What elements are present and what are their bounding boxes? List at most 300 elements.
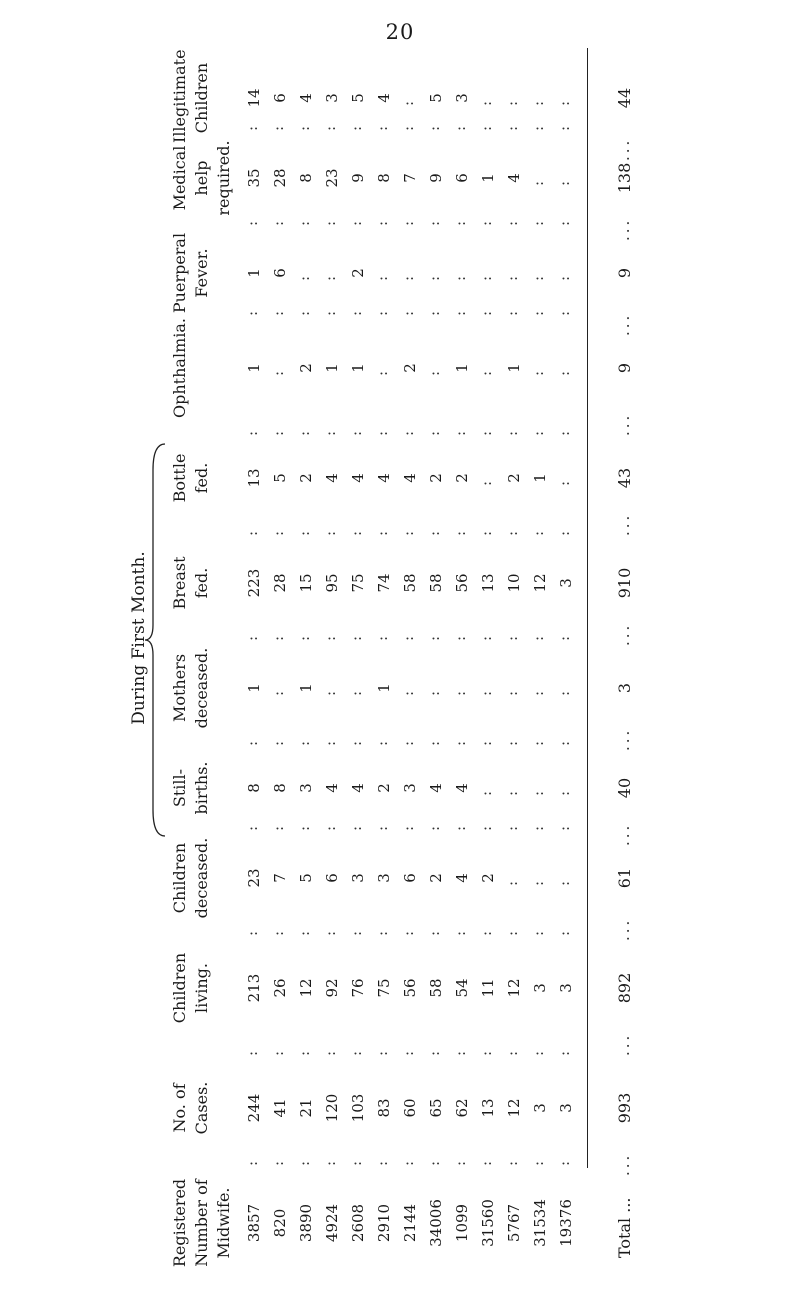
leader-dots: : <box>529 217 547 226</box>
empty-cell-dots: : <box>529 687 547 696</box>
table-cell: 2144 <box>401 1203 419 1243</box>
empty-cell-dots: : <box>529 367 547 376</box>
rotated-table <box>125 49 665 1278</box>
leader-dots: : <box>503 527 521 536</box>
leader-dots: : <box>373 122 391 131</box>
column-header-puerperal <box>169 228 213 318</box>
leader-dots: : <box>321 527 339 536</box>
table-cell: 7 <box>401 173 419 183</box>
leader-dots: : <box>269 1157 287 1166</box>
empty-cell-dots: : <box>555 687 573 696</box>
leader-dots: : <box>503 632 521 641</box>
empty-cell-dots: : <box>451 272 469 281</box>
table-cell: 12 <box>297 978 315 998</box>
empty-cell-dots: : <box>529 97 547 106</box>
table-cell: 65 <box>427 1098 445 1118</box>
leader-dots: : <box>451 737 469 746</box>
table-cell: 223 <box>245 568 263 598</box>
empty-cell-dots: : <box>503 877 521 886</box>
totals-rule <box>587 48 588 1168</box>
total-leader-dots: ... <box>615 312 633 336</box>
table-cell: 31560 <box>479 1199 497 1247</box>
leader-dots: : <box>503 217 521 226</box>
table-cell: 2 <box>375 783 393 793</box>
empty-cell-dots: : <box>529 272 547 281</box>
leader-dots: : <box>373 427 391 436</box>
column-header-medical-line3: required. <box>214 140 233 216</box>
table-cell: 2 <box>427 873 445 883</box>
leader-dots: : <box>399 822 417 831</box>
leader-dots: : <box>555 217 573 226</box>
total-leader-dots: ... <box>615 217 633 241</box>
empty-cell-dots: : <box>503 787 521 796</box>
table-cell: 2 <box>297 363 315 373</box>
column-header-registered-line1: Registered <box>170 1178 189 1268</box>
column-header-illegit-line2: Children <box>192 62 211 134</box>
table-cell: 58 <box>427 978 445 998</box>
column-header-medical <box>169 133 235 223</box>
table-cell: 4 <box>453 783 471 793</box>
leader-dots: : <box>399 527 417 536</box>
table-cell: 56 <box>453 573 471 593</box>
empty-cell-dots: : <box>555 877 573 886</box>
total-leader-dots: ... <box>615 822 633 846</box>
empty-cell-dots: : <box>555 97 573 106</box>
table-cell: 3 <box>453 93 471 103</box>
column-header-living-line2: living. <box>192 962 211 1014</box>
leader-dots: : <box>269 737 287 746</box>
table-cell: 244 <box>245 1093 263 1123</box>
table-cell: 1 <box>245 683 263 693</box>
leader-dots: : <box>555 122 573 131</box>
leader-dots: : <box>503 427 521 436</box>
leader-dots: : <box>321 307 339 316</box>
leader-dots: : <box>295 822 313 831</box>
leader-dots: : <box>243 527 261 536</box>
leader-dots: : <box>555 427 573 436</box>
table-cell: 3 <box>557 1103 575 1113</box>
empty-cell-dots: : <box>451 687 469 696</box>
leader-dots: : <box>477 427 495 436</box>
table-cell: 4 <box>349 783 367 793</box>
table-cell: 10 <box>505 573 523 593</box>
empty-cell-dots: : <box>503 687 521 696</box>
leader-dots: : <box>477 1157 495 1166</box>
leader-dots: : <box>321 632 339 641</box>
total-value: 910 <box>615 567 634 599</box>
table-cell: 12 <box>505 978 523 998</box>
empty-cell-dots: : <box>477 97 495 106</box>
table-cell: 2608 <box>349 1203 367 1243</box>
column-header-medical-line1: Medical <box>170 145 189 211</box>
total-value: 44 <box>615 87 634 109</box>
column-header-bottle-line2: fed. <box>192 462 211 494</box>
total-value: 61 <box>615 867 634 889</box>
total-value: 892 <box>615 972 634 1004</box>
page-number: 20 <box>385 20 415 44</box>
table-cell: 3857 <box>245 1203 263 1243</box>
column-header-deceased-line2: deceased. <box>192 837 211 919</box>
leader-dots: : <box>425 927 443 936</box>
leader-dots: : <box>451 1047 469 1056</box>
total-value: 40 <box>615 777 634 799</box>
empty-cell-dots: : <box>555 367 573 376</box>
leader-dots: : <box>269 307 287 316</box>
table-cell: 34006 <box>427 1199 445 1247</box>
leader-dots: : <box>373 217 391 226</box>
leader-dots: : <box>243 307 261 316</box>
table-cell: 23 <box>323 168 341 188</box>
leader-dots: : <box>295 737 313 746</box>
table-cell: 95 <box>323 573 341 593</box>
table-cell: 5 <box>349 93 367 103</box>
leader-dots: : <box>321 822 339 831</box>
leader-dots: : <box>269 122 287 131</box>
total-value: 9 <box>615 362 634 374</box>
table-cell: 3 <box>531 1103 549 1113</box>
column-header-registered <box>169 1168 235 1278</box>
table-cell: 31534 <box>531 1199 549 1247</box>
leader-dots: : <box>347 527 365 536</box>
empty-cell-dots: : <box>347 687 365 696</box>
column-header-registered-line2: Number of <box>192 1179 211 1267</box>
table-cell: 1 <box>531 473 549 483</box>
table-cell: 4 <box>323 473 341 483</box>
empty-cell-dots: : <box>477 687 495 696</box>
leader-dots: : <box>295 527 313 536</box>
leader-dots: : <box>503 1157 521 1166</box>
empty-cell-dots: : <box>529 177 547 186</box>
table-cell: 19376 <box>557 1199 575 1247</box>
leader-dots: : <box>529 427 547 436</box>
column-header-living-line1: Children <box>170 952 189 1024</box>
leader-dots: : <box>269 427 287 436</box>
table-cell: 1 <box>297 683 315 693</box>
leader-dots: : <box>529 632 547 641</box>
leader-dots: : <box>477 307 495 316</box>
leader-dots: : <box>321 217 339 226</box>
leader-dots: : <box>321 737 339 746</box>
empty-cell-dots: : <box>555 477 573 486</box>
table-cell: 1 <box>375 683 393 693</box>
table-cell: 6 <box>271 268 289 278</box>
column-header-puerperal-line2: Fever. <box>192 248 211 298</box>
table-cell: 1 <box>323 363 341 373</box>
leader-dots: : <box>347 1047 365 1056</box>
leader-dots: : <box>373 1047 391 1056</box>
leader-dots: : <box>399 927 417 936</box>
leader-dots: : <box>555 1047 573 1056</box>
leader-dots: : <box>451 632 469 641</box>
leader-dots: : <box>399 737 417 746</box>
table-cell: 11 <box>479 978 497 998</box>
table-cell: 26 <box>271 978 289 998</box>
column-header-illegit <box>169 49 213 143</box>
leader-dots: : <box>243 632 261 641</box>
table-cell: 120 <box>323 1093 341 1123</box>
leader-dots: : <box>243 927 261 936</box>
table-cell: 23 <box>245 868 263 888</box>
leader-dots: : <box>295 122 313 131</box>
leader-dots: : <box>451 307 469 316</box>
table-cell: 6 <box>401 873 419 883</box>
table-cell: 2 <box>453 473 471 483</box>
column-header-deceased-line1: Children <box>170 842 189 914</box>
leader-dots: : <box>243 1047 261 1056</box>
column-header-ophth-line1: Ophthalmia. <box>170 318 189 418</box>
table-cell: 4 <box>323 783 341 793</box>
header-span-title: During First Month. <box>129 551 149 725</box>
table-cell: 14 <box>245 88 263 108</box>
column-header-mothers-line2: deceased. <box>192 647 211 729</box>
table-cell: 3 <box>401 783 419 793</box>
empty-cell-dots: : <box>373 272 391 281</box>
leader-dots: : <box>295 1157 313 1166</box>
leader-dots: : <box>529 1047 547 1056</box>
table-cell: 2 <box>505 473 523 483</box>
leader-dots: : <box>399 307 417 316</box>
column-header-ophth <box>169 318 191 418</box>
column-header-breast <box>169 538 213 628</box>
table-cell: 54 <box>453 978 471 998</box>
leader-dots: : <box>425 122 443 131</box>
leader-dots: : <box>373 307 391 316</box>
table-cell: 4 <box>297 93 315 103</box>
table-cell: 3 <box>531 983 549 993</box>
column-header-cases-line1: No. of <box>170 1083 189 1133</box>
leader-dots: : <box>243 1157 261 1166</box>
empty-cell-dots: : <box>477 272 495 281</box>
leader-dots: : <box>529 737 547 746</box>
leader-dots: : <box>269 217 287 226</box>
leader-dots: : <box>529 307 547 316</box>
leader-dots: : <box>399 1157 417 1166</box>
total-value: 3 <box>615 682 634 694</box>
table-cell: 8 <box>271 783 289 793</box>
leader-dots: : <box>477 1047 495 1056</box>
leader-dots: : <box>425 822 443 831</box>
leader-dots: : <box>399 1047 417 1056</box>
leader-dots: : <box>425 737 443 746</box>
total-leader-dots: ... <box>615 622 633 646</box>
leader-dots: : <box>477 927 495 936</box>
empty-cell-dots: : <box>555 272 573 281</box>
table-cell: 103 <box>349 1093 367 1123</box>
table-cell: 2 <box>427 473 445 483</box>
table-cell: 4 <box>401 473 419 483</box>
table-cell: 2 <box>479 873 497 883</box>
table-cell: 8 <box>297 173 315 183</box>
leader-dots: : <box>295 217 313 226</box>
leader-dots: : <box>295 427 313 436</box>
leader-dots: : <box>243 737 261 746</box>
total-leader-dots: ... <box>615 1152 633 1176</box>
leader-dots: : <box>529 927 547 936</box>
leader-dots: : <box>347 122 365 131</box>
empty-cell-dots: : <box>269 687 287 696</box>
leader-dots: : <box>529 822 547 831</box>
table-cell: 28 <box>271 573 289 593</box>
leader-dots: : <box>451 822 469 831</box>
total-leader-dots: ... <box>615 1032 633 1056</box>
leader-dots: : <box>321 427 339 436</box>
leader-dots: : <box>529 527 547 536</box>
table-cell: 3890 <box>297 1203 315 1243</box>
leader-dots: : <box>503 737 521 746</box>
column-header-registered-line3: Midwife. <box>214 1187 233 1259</box>
column-header-still <box>169 748 213 828</box>
leader-dots: : <box>347 822 365 831</box>
leader-dots: : <box>269 1047 287 1056</box>
leader-dots: : <box>555 632 573 641</box>
empty-cell-dots: : <box>529 877 547 886</box>
table-cell: 12 <box>531 573 549 593</box>
leader-dots: : <box>451 122 469 131</box>
leader-dots: : <box>269 822 287 831</box>
table-cell: 60 <box>401 1098 419 1118</box>
leader-dots: : <box>243 217 261 226</box>
table-cell: 9 <box>427 173 445 183</box>
table-cell: 28 <box>271 168 289 188</box>
empty-cell-dots: : <box>477 477 495 486</box>
leader-dots: : <box>243 427 261 436</box>
leader-dots: : <box>503 1047 521 1056</box>
leader-dots: : <box>425 1047 443 1056</box>
leader-dots: : <box>503 822 521 831</box>
leader-dots: : <box>243 122 261 131</box>
table-cell: 1099 <box>453 1203 471 1243</box>
table-cell: 9 <box>349 173 367 183</box>
table-cell: 6 <box>323 873 341 883</box>
empty-cell-dots: : <box>425 687 443 696</box>
column-header-mothers <box>169 643 213 733</box>
leader-dots: : <box>529 1157 547 1166</box>
empty-cell-dots: : <box>399 97 417 106</box>
leader-dots: : <box>321 1157 339 1166</box>
leader-dots: : <box>503 122 521 131</box>
leader-dots: : <box>425 427 443 436</box>
table-cell: 35 <box>245 168 263 188</box>
table-cell: 83 <box>375 1098 393 1118</box>
leader-dots: : <box>347 307 365 316</box>
total-leader-dots: ... <box>615 917 633 941</box>
leader-dots: : <box>477 632 495 641</box>
table-cell: 2 <box>401 363 419 373</box>
table-cell: 820 <box>271 1208 289 1238</box>
column-header-illegit-line1: Illegitimate <box>170 49 189 143</box>
leader-dots: : <box>451 927 469 936</box>
leader-dots: : <box>477 737 495 746</box>
table-cell: 15 <box>297 573 315 593</box>
empty-cell-dots: : <box>529 787 547 796</box>
leader-dots: : <box>425 1157 443 1166</box>
empty-cell-dots: : <box>295 272 313 281</box>
leader-dots: : <box>451 427 469 436</box>
column-header-still-line2: births. <box>192 761 211 815</box>
empty-cell-dots: : <box>425 272 443 281</box>
empty-cell-dots: : <box>269 367 287 376</box>
column-header-living <box>169 938 213 1038</box>
leader-dots: : <box>477 822 495 831</box>
leader-dots: : <box>243 822 261 831</box>
leader-dots: : <box>373 737 391 746</box>
leader-dots: : <box>373 1157 391 1166</box>
leader-dots: : <box>269 527 287 536</box>
table-cell: 5767 <box>505 1203 523 1243</box>
table-cell: 213 <box>245 973 263 1003</box>
leader-dots: : <box>555 927 573 936</box>
table-cell: 2910 <box>375 1203 393 1243</box>
total-value: 138 <box>615 162 634 194</box>
leader-dots: : <box>399 632 417 641</box>
total-leader-dots: ... <box>615 412 633 436</box>
table-cell: 3 <box>323 93 341 103</box>
leader-dots: : <box>295 1047 313 1056</box>
column-header-breast-line1: Breast <box>170 556 189 610</box>
table-cell: 75 <box>349 573 367 593</box>
empty-cell-dots: : <box>321 272 339 281</box>
column-header-still-line1: Still- <box>170 768 189 808</box>
totals-label: Total ... <box>615 1197 634 1258</box>
table-cell: 3 <box>297 783 315 793</box>
leader-dots: : <box>555 822 573 831</box>
table-cell: 58 <box>401 573 419 593</box>
table-cell: 1 <box>245 268 263 278</box>
empty-cell-dots: : <box>373 367 391 376</box>
table-cell: 13 <box>245 468 263 488</box>
leader-dots: : <box>425 307 443 316</box>
leader-dots: : <box>555 737 573 746</box>
column-header-bottle <box>169 438 213 518</box>
leader-dots: : <box>503 927 521 936</box>
leader-dots: : <box>269 927 287 936</box>
empty-cell-dots: : <box>503 97 521 106</box>
leader-dots: : <box>295 927 313 936</box>
table-cell: 56 <box>401 978 419 998</box>
leader-dots: : <box>503 307 521 316</box>
empty-cell-dots: : <box>503 272 521 281</box>
column-header-cases <box>169 1058 213 1158</box>
leader-dots: : <box>269 632 287 641</box>
total-leader-dots: ... <box>615 512 633 536</box>
header-span-brace <box>143 440 167 840</box>
leader-dots: : <box>321 122 339 131</box>
empty-cell-dots: : <box>477 787 495 796</box>
table-cell: 1 <box>245 363 263 373</box>
column-header-cases-line2: Cases. <box>192 1081 211 1135</box>
leader-dots: : <box>399 217 417 226</box>
table-cell: 6 <box>271 93 289 103</box>
leader-dots: : <box>555 307 573 316</box>
column-header-puerperal-line1: Puerperal <box>170 232 189 314</box>
total-value: 43 <box>615 467 634 489</box>
table-cell: 92 <box>323 978 341 998</box>
leader-dots: : <box>477 527 495 536</box>
column-header-mothers-line1: Mothers <box>170 653 189 723</box>
leader-dots: : <box>347 927 365 936</box>
leader-dots: : <box>399 427 417 436</box>
total-leader-dots: ... <box>615 137 633 161</box>
column-header-breast-line2: fed. <box>192 567 211 599</box>
leader-dots: : <box>451 217 469 226</box>
table-cell: 3 <box>557 983 575 993</box>
table-cell: 4 <box>375 473 393 483</box>
table-cell: 7 <box>271 873 289 883</box>
table-cell: 76 <box>349 978 367 998</box>
table-cell: 12 <box>505 1098 523 1118</box>
empty-cell-dots: : <box>477 367 495 376</box>
leader-dots: : <box>373 822 391 831</box>
